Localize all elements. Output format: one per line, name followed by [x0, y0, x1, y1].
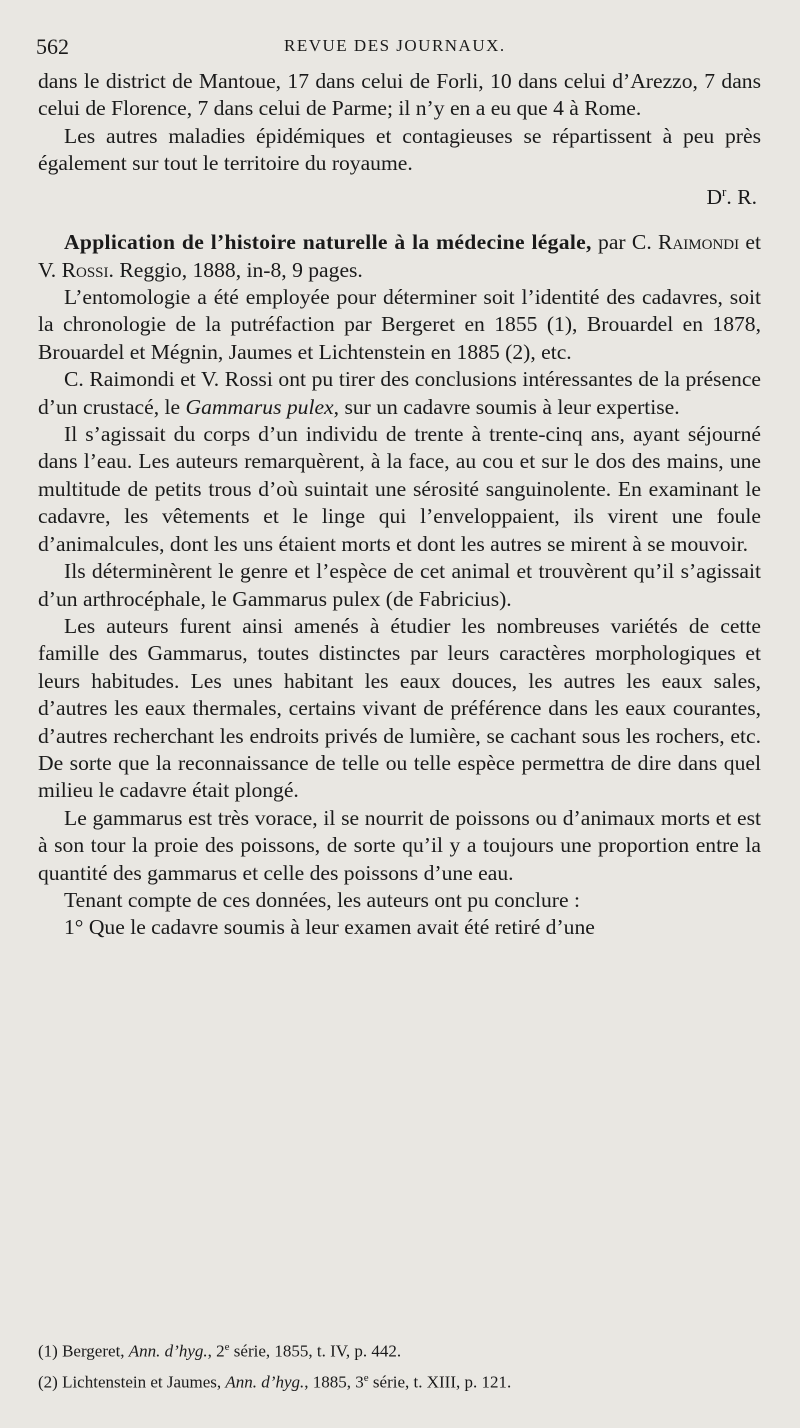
signature: $D^r$. R. — [706, 183, 757, 209]
article-heading: Application de l’histoire naturelle à la médecine légale, par C. Raimondi et V. Rossi. Reggio, 1888, in-8, 9 pages. — [38, 230, 762, 282]
running-head: REVUE DES JOURNAUX. — [284, 36, 506, 55]
species-name: Gammarus pulex — [185, 394, 334, 419]
publication-info: . Reggio, 1888, in-8, 9 pages. — [108, 257, 363, 282]
footnote: (2) Lichtenstein et Jaumes, Ann. d’hyg., 1885, 3e série, t. XIII, p. 121. — [38, 1371, 512, 1392]
paragraph: Tenant compte de ces données, les auteurs ont pu conclure : — [64, 887, 580, 912]
paragraph: dans le district de Mantoue, 17 dans celui de Forli, 10 dans celui d’Arezzo, 7 dans celui de Florence, 7 dans celui de Parme; il n’y en a eu que 4 à Rome. — [38, 69, 761, 121]
paragraph: Il s’agissait du corps d’un individu de trente à trente-cinq ans, ayant séjourné dans l’eau. Les auteurs remarquèrent, à la face, au cou et sur le dos des mains, une multitude de petits trous d’où suintait une sérosité sanguinolente. En examinant le cadavre, les vêtements et le linge qui l’enveloppaient, ils virent une foule d’animalcules, dont les uns étaient morts et dont les autres se mirent à se mouvoir. — [38, 422, 761, 556]
paragraph: Le gammarus est très vorace, il se nourrit de poissons ou d’animaux morts et est à son tour la proie des poissons, de sorte qu’il y a toujours une proportion entre la quantité des gammarus et celle des poissons d’une eau. — [38, 805, 761, 885]
footnotes — [38, 1334, 761, 1395]
body-text — [38, 68, 761, 942]
paragraph: Les auteurs furent ainsi amenés à étudier les nombreuses variétés de cette famille des Gammarus, toutes distinctes par leurs caractères morphologiques et leurs habitudes. Les unes habitant les eaux douces, les autres les eaux sales, d’autres les eaux thermales, certains vivant de préférence dans les eaux courantes, d’autres recherchant les endroits privés de lumière, se cachant sous les rochers, etc. De sorte que la reconnaissance de telle ou telle espèce permettra de dire dans quel milieu le cadavre était plongé. — [38, 613, 761, 803]
page-header — [36, 34, 740, 64]
paragraph: Ils déterminèrent le genre et l’espèce de cet animal et trouvèrent qu’il s’agissait d’un arthrocéphale, le Gammarus pulex (de Fabricius). — [38, 559, 761, 611]
article-title: Application de l’histoire naturelle à la médecine légale, — [64, 230, 592, 255]
paragraph: 1° Que le cadavre soumis à leur examen avait été retiré d’une — [64, 915, 595, 940]
author-name: Rossi — [61, 257, 109, 282]
footnote: (1) Bergeret, Ann. d’hyg., 2e série, 1855, t. IV, p. 442. — [38, 1341, 402, 1361]
paragraph: C. Raimondi et V. Rossi ont pu tirer des conclusions intéressantes de la présence d’un crustacé, le Gammarus pulex, sur un cadavre soumis à leur expertise. — [38, 367, 761, 419]
paragraph: L’entomologie a été employée pour déterminer soit l’identité des cadavres, soit la chronologie de la putréfaction par Bergeret en 1855 (1), Brouardel en 1878, Brouardel et Mégnin, Jaumes et Lichtenstein en 1885 (2), etc. — [38, 285, 761, 364]
author-name: Raimondi — [658, 230, 740, 255]
paragraph: Les autres maladies épidémiques et contagieuses se répartissent à peu près également sur tout le territoire du royaume. — [38, 123, 761, 176]
page-number: 562 — [36, 34, 69, 59]
